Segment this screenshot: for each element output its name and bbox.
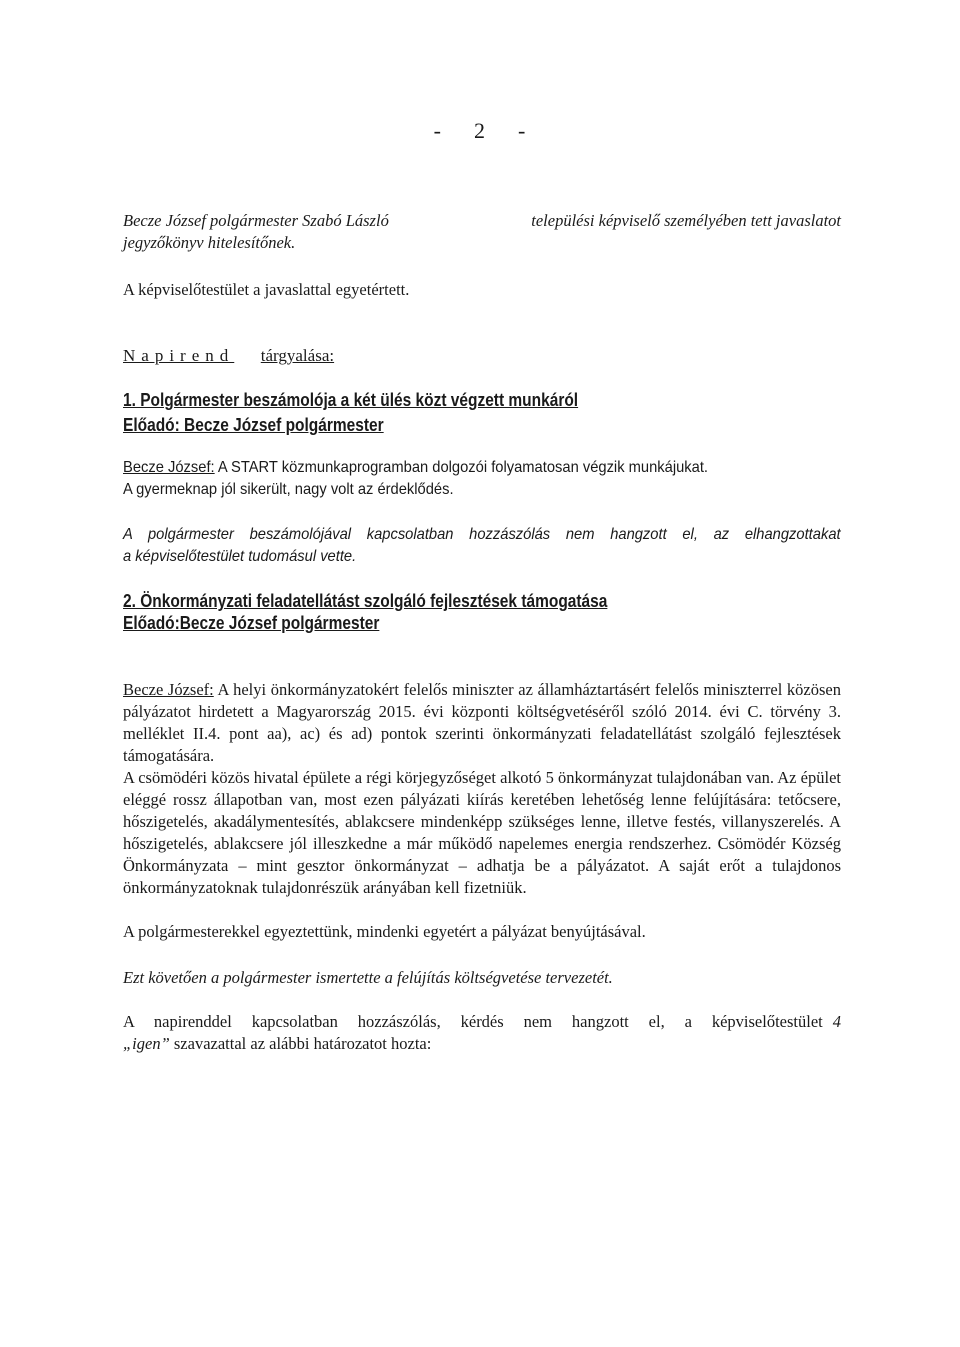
item1-speaker: Becze József: xyxy=(123,459,215,476)
item1-presenter: Előadó: Becze József polgármester xyxy=(123,415,384,435)
item1-paragraph xyxy=(123,457,841,479)
item1-title: 1. Polgármester beszámolója a két ülés közt végzett munkáról xyxy=(123,390,579,410)
page-number-dash-right: - xyxy=(518,118,527,143)
agenda-heading-word1: Napirend xyxy=(123,346,235,365)
item1-note-line1: A polgármester beszámolójával kapcsolatban hozzászólás nem hangzott el, az elhangzottakat xyxy=(123,526,841,543)
vote-line2-rest: szavazattal az alábbi határozatot hozta: xyxy=(169,1034,432,1053)
vote-word: „igen” xyxy=(123,1034,170,1053)
item1-text2: A gyermeknap jól sikerült, nagy volt az érdeklődés. xyxy=(123,481,454,498)
page-number-value: 2 xyxy=(474,118,486,143)
agenda-heading xyxy=(123,345,841,367)
item2-p1: A helyi önkormányzatokért felelős miniszter az államháztartásért felelős miniszterrel közösen pályázatot hirdetett a Magyarország 2015. évi központi költségvetéséről szóló 2014. évi C. törvény 3. melléklet II.4. pont aa), ac) és ad) pontok szerinti önkormányzati feladatellátást szolgáló fejlesztések támogatására. xyxy=(123,680,841,765)
item2-paragraph1 xyxy=(123,679,841,767)
vote-count: 4 xyxy=(832,1012,841,1031)
agenda-heading-word2: tárgyalása: xyxy=(260,346,335,365)
item2-speaker: Becze József: xyxy=(123,680,214,699)
intro-line2: jegyzőkönyv hitelesítőnek. xyxy=(123,233,296,252)
page-number-dash-left: - xyxy=(433,118,442,143)
vote-line2 xyxy=(123,1033,841,1055)
vote-line1 xyxy=(123,1011,841,1033)
item2-paragraph2: A csömödéri közös hivatal épülete a régi körjegyzőséget alkotó 5 önkormányzat tulajdonában van. Az épület eléggé rossz állapotban van, most ezen pályázati kiírás keretében lehetőség lenne felújítására: tetőcsere, hőszigetelés, akadálymentesítés, ablakcsere mindenképp szükséges lenne, illetve festés, villanyszerelés. A hőszigetelés, ablakcsere jól illeszkedne a már működő napelemes energia rendszerhez. Csömödér Község Önkormányzata – mint gesztor önkormányzat – adhatja be a pályázatot. A saját erőt a tulajdonos önkormányzatoknak tulajdonrészük arányában kell fizetniük. xyxy=(123,768,841,897)
vote-line1-text: A napirenddel kapcsolatban hozzászólás, kérdés nem hangzott el, a képviselőtestület xyxy=(123,1012,823,1031)
item2-presenter: Előadó:Becze József polgármester xyxy=(123,613,380,633)
intro-agreement: A képviselőtestület a javaslattal egyetértett. xyxy=(123,280,410,299)
item1-text1: A START közmunkaprogramban dolgozói folyamatosan végzik munkájukat. xyxy=(214,459,709,476)
item2-title: 2. Önkormányzati feladatellátást szolgáló fejlesztések támogatása xyxy=(123,591,608,611)
intro-line1 xyxy=(123,210,841,232)
item2-paragraph3: A polgármesterekkel egyeztettünk, mindenki egyetért a pályázat benyújtásával. xyxy=(123,922,646,941)
page-number xyxy=(0,118,960,144)
intro-line1-left: Becze József polgármester Szabó László xyxy=(123,211,389,230)
item1-note-line2: a képviselőtestület tudomásul vette. xyxy=(123,548,357,565)
intro-line1-right: települési képviselő személyében tett javaslatot xyxy=(531,211,841,230)
item2-note: Ezt követően a polgármester ismertette a felújítás költségvetése tervezetét. xyxy=(123,968,613,987)
